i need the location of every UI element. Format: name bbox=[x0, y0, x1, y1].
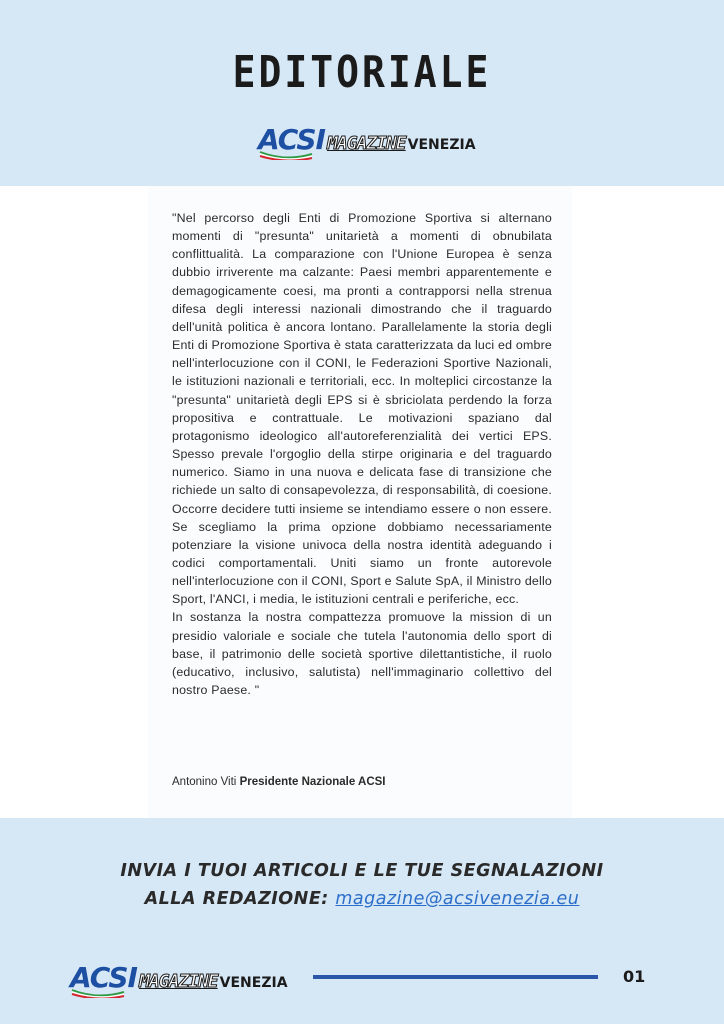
article-signature bbox=[172, 776, 386, 788]
cta-line-1: INVIA I TUOI ARTICOLI E LE TUE SEGNALAZIONI bbox=[120, 861, 604, 881]
submission-call-to-action bbox=[0, 857, 724, 913]
tricolor-swoosh-icon bbox=[258, 150, 314, 160]
logo-brand: ACSI bbox=[258, 123, 325, 156]
tricolor-swoosh-icon bbox=[70, 988, 126, 998]
logo-magazine: MAGAZINE bbox=[138, 971, 218, 992]
cta-line-2-prefix: ALLA REDAZIONE: bbox=[144, 889, 329, 909]
acsi-magazine-logo-top bbox=[258, 123, 476, 156]
article-paragraph: "Nel percorso degli Enti di Promozione Sportiva si alternano momenti di "presunta" unitarietà a momenti di obnubilata conflittualità. La comparazione con l'Unione Europea è senza dubbio irriverente ma calzante: Paesi membri apparentemente e demagogicamente coesi, ma pronti a contrapporsi nella strenua difesa degli interessi nazionali dimostrando che il traguardo dell'unità politica è ancora lontano. Parallelamente la storia degli Enti di Promozione Sportiva è stata caratterizzata da luci ed ombre nell'interlocuzione con il CONI, le Federazioni Sportive Nazionali, le istituzioni nazionali e territoriali, ecc. In molteplici circostanze la "presunta" unitarietà degli EPS si è sbriciolata perdendo la forza propositiva e contrattuale. Le motivazioni spaziano dal protagonismo ideologico all'autoreferenzialità dei vertici EPS. Spesso prevale l'orgoglio della stirpe originaria e del traguardo numerico. Siamo in una nuova e delicata fase di transizione che richiede un salto di consapevolezza, di responsabilità, di coesione. Occorre decidere tutti insieme se intendiamo essere o non essere. Se scegliamo la prima opzione dobbiamo necessariamente potenziare la visione univoca della nostra identità adeguando i codici comportamentali. Uniti siamo un fronte autorevole nell'interlocuzione con il CONI, Sport e Salute SpA, il Ministro dello Sport, l'ANCI, i media, le istituzioni centrali e periferiche, ecc. bbox=[172, 211, 552, 607]
logo-city: VENEZIA bbox=[407, 137, 476, 153]
acsi-magazine-logo-footer bbox=[70, 961, 288, 994]
cta-line-2 bbox=[0, 885, 724, 913]
author-name: Antonino Viti bbox=[172, 776, 237, 788]
logo-brand: ACSI bbox=[70, 961, 137, 994]
footer-divider bbox=[313, 975, 598, 979]
logo-city: VENEZIA bbox=[219, 975, 288, 991]
editorial-article bbox=[172, 209, 552, 699]
page-number: 01 bbox=[623, 967, 646, 986]
logo-magazine: MAGAZINE bbox=[326, 133, 406, 154]
editorial-email-link[interactable]: magazine@acsivenezia.eu bbox=[335, 889, 580, 909]
author-role: Presidente Nazionale ACSI bbox=[239, 776, 386, 788]
page-title: EDITORIALE bbox=[232, 46, 492, 98]
article-paragraph: In sostanza la nostra compattezza promuove la mission di un presidio valoriale e sociale che tutela l'autonomia dello sport di base, il patrimonio delle società sportive dilettantistiche, il ruolo (educativo, inclusivo, salutista) nell'immaginario collettivo del nostro Paese. " bbox=[172, 610, 552, 698]
